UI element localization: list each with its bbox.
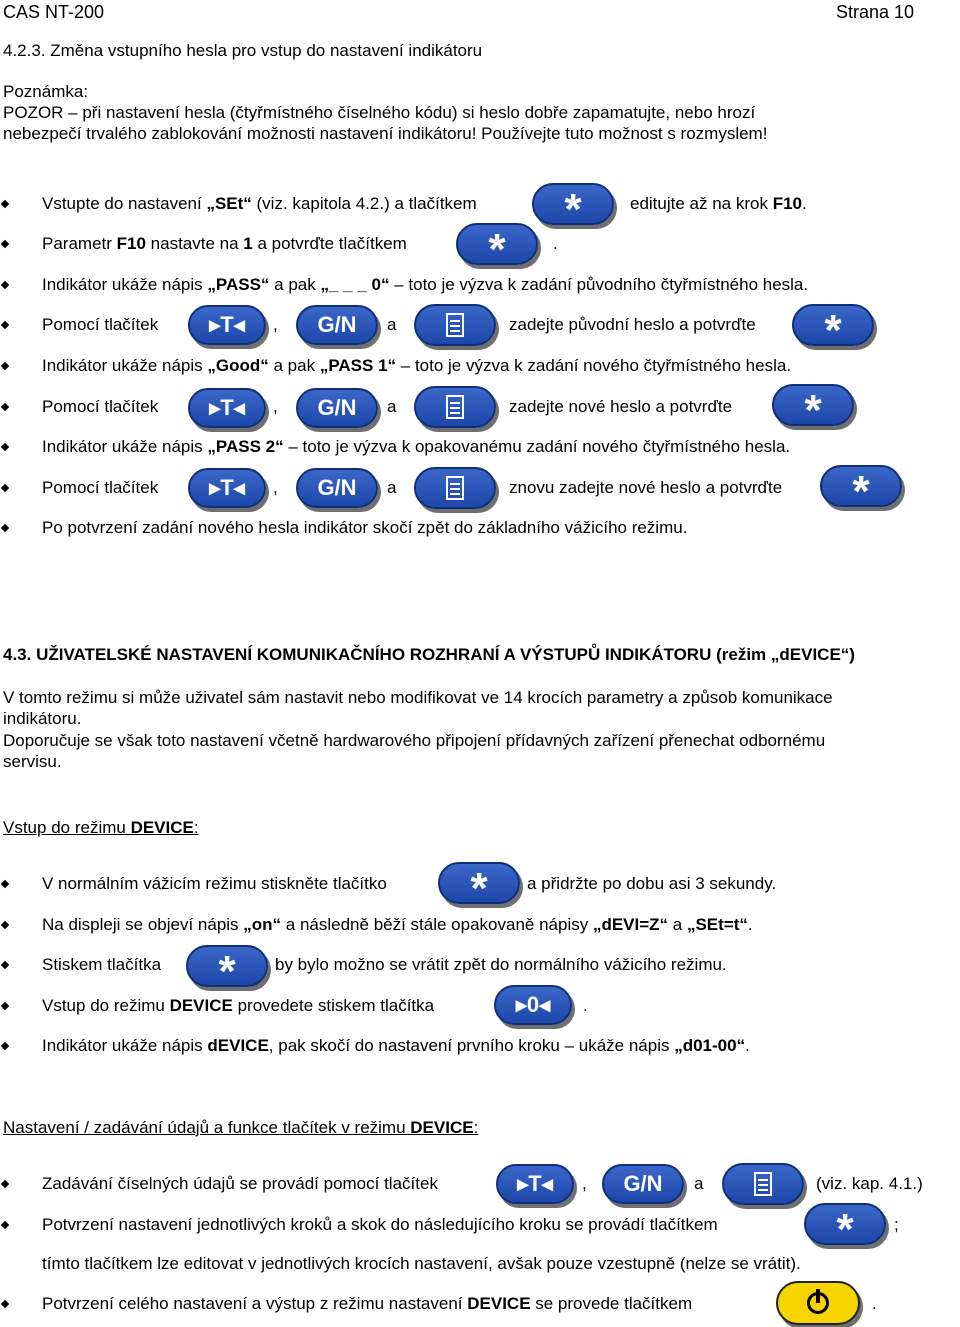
note-label: Poznámka:	[3, 82, 89, 101]
header-page-number: Strana 10	[835, 2, 914, 22]
gross-net-key-button[interactable]: G/N	[296, 388, 378, 428]
print-key-button[interactable]	[722, 1163, 804, 1205]
step-enter-setup: Vstupte do nastavení „SEt“ (viz. kapitola 4.2.) a tlačítkem	[42, 194, 477, 213]
step-set-f10: Parametr F10 nastavte na 1 a potvrďte tlačítkem	[42, 234, 407, 253]
device-step-hold-text: a přidržte po dobu asi 3 sekundy.	[527, 874, 777, 893]
print-key-button[interactable]	[414, 304, 496, 346]
bullet-icon	[1, 1180, 10, 1189]
bullet-icon	[1, 961, 10, 970]
comma: ,	[273, 315, 278, 334]
gross-net-key-button[interactable]: G/N	[296, 305, 378, 345]
step-enter-old-label: Pomocí tlačítek	[42, 315, 159, 334]
bullet-icon	[1, 200, 10, 209]
gross-net-key-button[interactable]: G/N	[296, 468, 378, 508]
document-icon	[446, 395, 464, 419]
power-key-button[interactable]	[776, 1281, 860, 1325]
and-word: a	[387, 315, 397, 334]
semicolon: ;	[894, 1215, 899, 1234]
print-key-button[interactable]	[414, 386, 496, 428]
step-return-weighing: Po potvrzení zadání nového hesla indikátor skočí zpět do základního vážicího režimu.	[42, 518, 688, 537]
bullet-icon	[1, 1221, 10, 1230]
device-step-cancel-text: by bylo možno se vrátit zpět do normálního vážicího režimu.	[275, 955, 727, 974]
step-enter-new-label: Pomocí tlačítek	[42, 397, 159, 416]
document-icon	[754, 1172, 772, 1196]
subheading-enter-device: Vstup do režimu DEVICE:	[3, 818, 199, 837]
document-icon	[446, 476, 464, 500]
bullet-icon	[1, 880, 10, 889]
device-keys-confirm-label: Potvrzení nastavení jednotlivých kroků a skok do následujícího kroku se provádí tlačítkem	[42, 1215, 718, 1234]
tare-key-button[interactable]: ▸T◂	[188, 305, 266, 345]
bullet-icon	[1, 484, 10, 493]
note-line-1: POZOR – při nastavení hesla (čtyřmístného číselného kódu) si heslo dobře zapamatujte, nebo hrozí	[3, 103, 756, 122]
step-edit-to-f10: editujte až na krok F10.	[630, 194, 807, 213]
bullet-icon	[1, 403, 10, 412]
comma: ,	[273, 397, 278, 416]
bullet-icon	[1, 1300, 10, 1309]
and-word: a	[387, 478, 397, 497]
bullet-icon	[1, 1002, 10, 1011]
document-icon	[446, 313, 464, 337]
star-key-button[interactable]: *	[186, 945, 268, 987]
device-step-enter: Vstup do režimu DEVICE provedete stiskem tlačítka	[42, 996, 435, 1015]
section-title-4-3: 4.3. UŽIVATELSKÉ NASTAVENÍ KOMUNIKAČNÍHO ROZHRANÍ A VÝSTUPŮ INDIKÁTORU (režim „dEVICE“)	[3, 645, 855, 664]
tare-key-button[interactable]: ▸T◂	[496, 1164, 574, 1204]
device-step-cancel-label: Stiskem tlačítka	[42, 955, 162, 974]
paragraph-2-line-2: servisu.	[3, 752, 62, 771]
paragraph-2-line-1: Doporučuje se však toto nastavení včetně hardwarového připojení přídavných zařízení přenechat odbornému	[3, 731, 826, 750]
device-step-hold-label: V normálním vážicím režimu stiskněte tlačítko	[42, 874, 387, 893]
zero-key-button[interactable]: ▸0◂	[494, 985, 572, 1025]
step-pass-prompt: Indikátor ukáže nápis „PASS“ a pak „_ _ _ 0“ – toto je výzva k zadání původního čtyřmístného hesla.	[42, 275, 809, 294]
step-pass2-prompt: Indikátor ukáže nápis „PASS 2“ – toto je výzva k opakovanému zadání nového čtyřmístného hesla.	[42, 437, 791, 456]
and-word: a	[387, 397, 397, 416]
device-step-first-step: Indikátor ukáže nápis dEVICE, pak skočí do nastavení prvního kroku – ukáže nápis „d01-00“.	[42, 1036, 750, 1055]
header-document-name: CAS NT-200	[3, 2, 105, 22]
device-keys-numeric-label: Zadávání číselných údajů se provádí pomocí tlačítek	[42, 1174, 438, 1193]
period: .	[583, 996, 588, 1015]
step-enter-old-text: zadejte původní heslo a potvrďte	[509, 315, 756, 334]
subheading-device-keys: Nastavení / zadávání údajů a funkce tlačítek v režimu DEVICE:	[3, 1118, 479, 1137]
section-title-4-2-3: 4.2.3. Změna vstupního hesla pro vstup do nastavení indikátoru	[3, 41, 483, 60]
paragraph-1-line-1: V tomto režimu si může uživatel sám nastavit nebo modifikovat ve 14 krocích parametry a způsob komunikace	[3, 688, 833, 707]
note-line-2: nebezpečí trvalého zablokování možnosti nastavení indikátoru! Používejte tuto možnost s rozmyslem!	[3, 124, 768, 143]
paragraph-1-line-2: indikátoru.	[3, 709, 82, 728]
device-keys-numeric-ref: (viz. kap. 4.1.)	[816, 1174, 923, 1193]
power-icon	[807, 1292, 829, 1314]
bullet-icon	[1, 443, 10, 452]
gross-net-key-button[interactable]: G/N	[602, 1164, 684, 1204]
bullet-icon	[1, 240, 10, 249]
step-reenter-text: znovu zadejte nové heslo a potvrďte	[509, 478, 783, 497]
tare-key-button[interactable]: ▸T◂	[188, 388, 266, 428]
period: .	[872, 1294, 877, 1313]
step-reenter-label: Pomocí tlačítek	[42, 478, 159, 497]
bullet-icon	[1, 524, 10, 533]
comma: ,	[582, 1174, 587, 1193]
period: .	[553, 234, 558, 253]
star-key-button[interactable]: *	[820, 465, 902, 507]
bullet-icon	[1, 321, 10, 330]
star-key-button[interactable]: *	[438, 862, 520, 904]
print-key-button[interactable]	[414, 467, 496, 509]
device-step-display: Na displeji se objeví nápis „on“ a následně běží stále opakovaně nápisy „dEVI=Z“ a „SEt=t“.	[42, 915, 753, 934]
step-good-prompt: Indikátor ukáže nápis „Good“ a pak „PASS 1“ – toto je výzva k zadání nového čtyřmístného hesla.	[42, 356, 792, 375]
device-keys-confirm-note: tímto tlačítkem lze editovat v jednotlivých krocích nastavení, avšak pouze vzestupně (nelze se vrátit).	[42, 1254, 801, 1273]
star-key-button[interactable]: *	[532, 183, 614, 225]
step-enter-new-text: zadejte nové heslo a potvrďte	[509, 397, 733, 416]
bullet-icon	[1, 362, 10, 371]
star-key-button[interactable]: *	[772, 384, 854, 426]
device-keys-exit-label: Potvrzení celého nastavení a výstup z režimu nastavení DEVICE se provede tlačítkem	[42, 1294, 693, 1313]
star-key-button[interactable]: *	[792, 304, 874, 346]
star-key-button[interactable]: *	[804, 1203, 886, 1245]
bullet-icon	[1, 921, 10, 930]
bullet-icon	[1, 281, 10, 290]
tare-key-button[interactable]: ▸T◂	[188, 468, 266, 508]
comma: ,	[273, 478, 278, 497]
star-key-button[interactable]: *	[456, 223, 538, 265]
bullet-icon	[1, 1042, 10, 1051]
and-word: a	[694, 1174, 704, 1193]
